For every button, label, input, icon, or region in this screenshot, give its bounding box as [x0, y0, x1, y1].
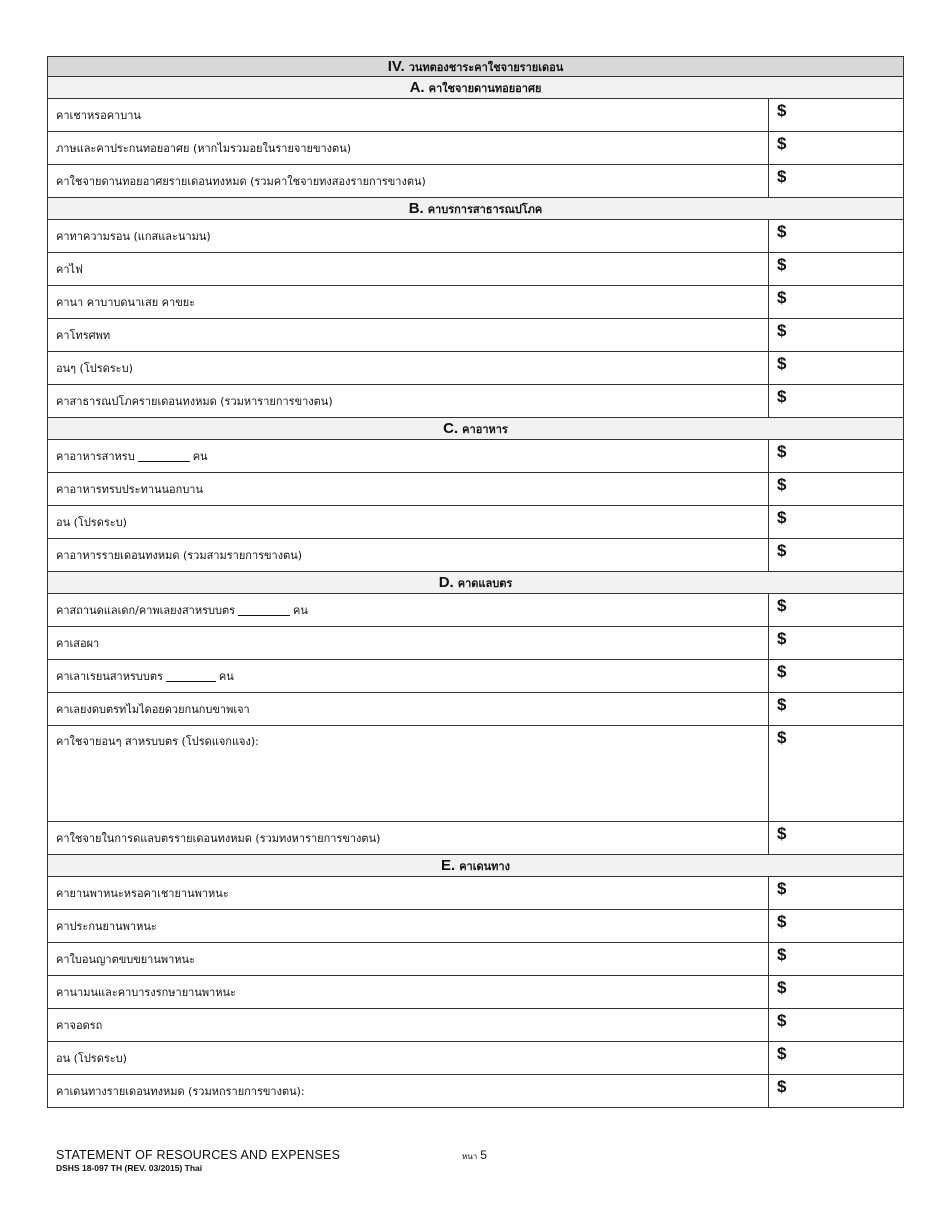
- dollar-sign: $: [777, 387, 787, 406]
- form-title: STATEMENT OF RESOURCES AND EXPENSES: [56, 1148, 341, 1162]
- section-d-header: [48, 572, 904, 594]
- dollar-sign: $: [777, 695, 787, 714]
- expense-label: คาเชาหรอคาบาน: [48, 99, 769, 132]
- form-code: DSHS 18-097 TH (REV. 03/2015) Thai: [56, 1163, 203, 1173]
- page-number: 5: [480, 1148, 487, 1162]
- expense-label: [48, 660, 769, 693]
- expense-label: คาจอดรถ: [48, 1009, 769, 1042]
- amount-field[interactable]: [769, 220, 904, 253]
- expense-total-label: คาใชจายในการดแลบตรรายเดอนทงหมด (รวมทงหารายการขางตน): [48, 822, 769, 855]
- amount-field[interactable]: [769, 132, 904, 165]
- dollar-sign: $: [777, 222, 787, 241]
- amount-field[interactable]: [769, 1042, 904, 1075]
- section-iv-number: IV.: [387, 57, 405, 75]
- expense-row: [48, 822, 904, 855]
- dollar-sign: $: [777, 1011, 787, 1030]
- expense-row: [48, 473, 904, 506]
- expense-total-label: คาใชจายดานทอยอาศยรายเดอนทงหมด (รวมคาใชจายทงสองรายการขางตน): [48, 165, 769, 198]
- dollar-sign: $: [777, 629, 787, 648]
- dollar-sign: $: [777, 824, 787, 843]
- amount-field[interactable]: [769, 822, 904, 855]
- dollar-sign: $: [777, 541, 787, 560]
- expense-row: [48, 99, 904, 132]
- expense-label: อนๆ (โปรดระบ): [48, 352, 769, 385]
- section-d-title: คาดแลบตร: [457, 576, 513, 590]
- amount-field[interactable]: [769, 910, 904, 943]
- child-count-blank[interactable]: [238, 615, 290, 616]
- amount-field[interactable]: [769, 539, 904, 572]
- amount-field[interactable]: [769, 165, 904, 198]
- section-a-header: [48, 77, 904, 99]
- people-count-blank[interactable]: [138, 461, 190, 462]
- dollar-sign: $: [777, 321, 787, 340]
- expense-row: [48, 1042, 904, 1075]
- expense-label: ภาษและคาประกนทอยอาศย (หากไมรวมอยในรายจายขางตน): [48, 132, 769, 165]
- section-b-title: คาบรการสาธารณปโภค: [427, 202, 543, 216]
- expense-label: คาเสอผา: [48, 627, 769, 660]
- dollar-sign: $: [777, 596, 787, 615]
- amount-field[interactable]: [769, 473, 904, 506]
- amount-field[interactable]: [769, 877, 904, 910]
- expense-row: [48, 660, 904, 693]
- expense-row: [48, 253, 904, 286]
- dollar-sign: $: [777, 354, 787, 373]
- expense-label: [48, 594, 769, 627]
- expense-total-label: คาสาธารณปโภครายเดอนทงหมด (รวมหารายการขางตน): [48, 385, 769, 418]
- expense-row: [48, 594, 904, 627]
- page-footer: [56, 1148, 916, 1173]
- dollar-sign: $: [777, 728, 787, 747]
- expense-row: [48, 943, 904, 976]
- amount-field[interactable]: [769, 693, 904, 726]
- expense-row: [48, 693, 904, 726]
- amount-field[interactable]: [769, 943, 904, 976]
- section-iv-title-row: [48, 57, 904, 77]
- expense-label: คานา คาบาบดนาเสย คาขยะ: [48, 286, 769, 319]
- amount-field[interactable]: [769, 440, 904, 473]
- expense-row: [48, 1009, 904, 1042]
- dollar-sign: $: [777, 442, 787, 461]
- section-b-header: [48, 198, 904, 220]
- section-e-letter: E.: [441, 856, 456, 874]
- expense-row: [48, 910, 904, 943]
- section-c-header: [48, 418, 904, 440]
- amount-field[interactable]: [769, 627, 904, 660]
- expense-label: คาใชจายอนๆ สาหรบบตร (โปรดแจกแจง):: [48, 726, 769, 822]
- expense-row: [48, 319, 904, 352]
- expense-total-label: คาอาหารรายเดอนทงหมด (รวมสามรายการขางตน): [48, 539, 769, 572]
- expense-row: [48, 132, 904, 165]
- label-prefix: คาเลาเรยนสาหรบบตร: [56, 670, 163, 683]
- expense-label: [48, 440, 769, 473]
- expense-label: คานามนและคาบารงรกษายานพาหนะ: [48, 976, 769, 1009]
- expense-row-tall: [48, 726, 904, 822]
- expense-row: [48, 539, 904, 572]
- label-suffix: คน: [218, 670, 234, 683]
- dollar-sign: $: [777, 101, 787, 120]
- amount-field[interactable]: [769, 1075, 904, 1108]
- amount-field[interactable]: [769, 385, 904, 418]
- expense-label: อน (โปรดระบ): [48, 1042, 769, 1075]
- label-prefix: คาสถานดแลเดก/คาพเลยงสาหรบบตร: [56, 604, 236, 617]
- expense-row: [48, 877, 904, 910]
- page-word: หนา: [462, 1152, 478, 1161]
- child-count-blank[interactable]: [166, 681, 216, 682]
- section-iv-text: วนทตองชาระคาใชจายรายเดอน: [408, 60, 564, 74]
- expense-row: [48, 440, 904, 473]
- expense-label: คาทาความรอน (แกสและนามน): [48, 220, 769, 253]
- dollar-sign: $: [777, 945, 787, 964]
- amount-field[interactable]: [769, 1009, 904, 1042]
- section-a-title: คาใชจายดานทอยอาศย: [428, 81, 542, 95]
- expense-total-label: คาเดนทางรายเดอนทงหมด (รวมหกรายการขางตน):: [48, 1075, 769, 1108]
- dollar-sign: $: [777, 475, 787, 494]
- label-prefix: คาอาหารสาหรบ: [56, 450, 135, 463]
- section-b-letter: B.: [408, 199, 424, 217]
- amount-field[interactable]: [769, 286, 904, 319]
- section-c-title: คาอาหาร: [462, 422, 508, 436]
- dollar-sign: $: [777, 167, 787, 186]
- expense-label: คายานพาหนะหรอคาเชายานพาหนะ: [48, 877, 769, 910]
- dollar-sign: $: [777, 879, 787, 898]
- expense-row: [48, 1075, 904, 1108]
- amount-field[interactable]: [769, 726, 904, 822]
- label-suffix: คน: [293, 604, 308, 617]
- expense-label: คาเลยงดบตรทไมไดอยดวยกนกบขาพเจา: [48, 693, 769, 726]
- expense-label: คาโทรศพท: [48, 319, 769, 352]
- amount-field[interactable]: [769, 319, 904, 352]
- dollar-sign: $: [777, 288, 787, 307]
- expense-row: [48, 220, 904, 253]
- expense-row: [48, 506, 904, 539]
- section-c-letter: C.: [443, 419, 459, 437]
- expense-row: [48, 286, 904, 319]
- section-e-title: คาเดนทาง: [459, 859, 510, 873]
- expense-label: อน (โปรดระบ): [48, 506, 769, 539]
- amount-field[interactable]: [769, 594, 904, 627]
- expense-row: [48, 627, 904, 660]
- dollar-sign: $: [777, 1044, 787, 1063]
- amount-field[interactable]: [769, 976, 904, 1009]
- expense-row: [48, 165, 904, 198]
- page-indicator: [462, 1148, 487, 1163]
- amount-field[interactable]: [769, 506, 904, 539]
- amount-field[interactable]: [769, 253, 904, 286]
- label-suffix: คน: [192, 450, 208, 463]
- section-iv-title: [48, 57, 904, 77]
- dollar-sign: $: [777, 1077, 787, 1096]
- dollar-sign: $: [777, 662, 787, 681]
- expense-row: [48, 385, 904, 418]
- section-d-letter: D.: [438, 573, 454, 591]
- amount-field[interactable]: [769, 352, 904, 385]
- dollar-sign: $: [777, 978, 787, 997]
- section-a-letter: A.: [409, 78, 425, 96]
- expense-label: คาใบอนญาตขบขยานพาหนะ: [48, 943, 769, 976]
- section-e-header: [48, 855, 904, 877]
- expense-row: [48, 976, 904, 1009]
- dollar-sign: $: [777, 255, 787, 274]
- expense-label: คาไฟ: [48, 253, 769, 286]
- dollar-sign: $: [777, 912, 787, 931]
- expense-label: คาอาหารทรบประทานนอกบาน: [48, 473, 769, 506]
- expense-label: คาประกนยานพาหนะ: [48, 910, 769, 943]
- dollar-sign: $: [777, 508, 787, 527]
- amount-field[interactable]: [769, 99, 904, 132]
- expenses-table: [47, 56, 904, 1108]
- dollar-sign: $: [777, 134, 787, 153]
- amount-field[interactable]: [769, 660, 904, 693]
- expense-row: [48, 352, 904, 385]
- expenses-form: [47, 56, 903, 1108]
